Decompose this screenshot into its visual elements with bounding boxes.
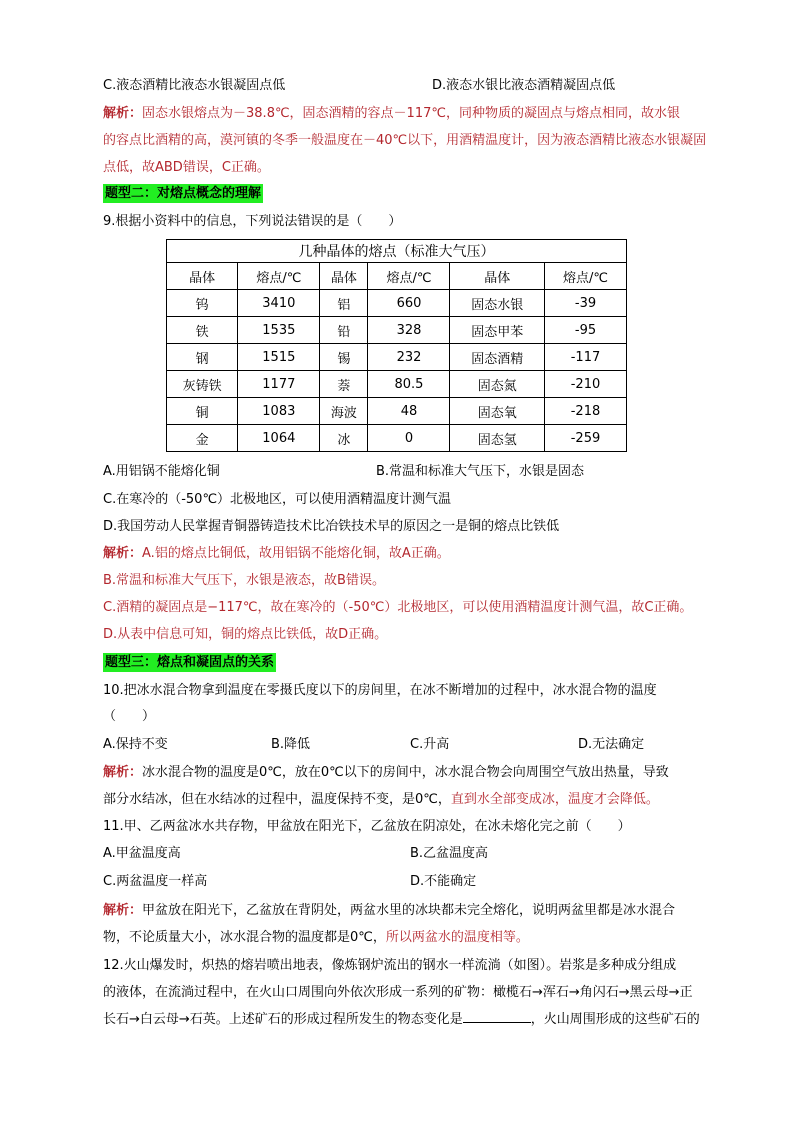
table-cell: 1177 bbox=[238, 371, 320, 398]
table-cell: 固态氧 bbox=[450, 398, 545, 425]
q9-analysis-c: C.酒精的凝固点是−117℃，故在寒冷的（-50℃）北极地区，可以使用酒精温度计测气温，故C正确。 bbox=[103, 600, 693, 615]
table-row bbox=[167, 344, 627, 371]
q10-option-c: C.升高 bbox=[410, 737, 450, 752]
table-cell: 固态甲苯 bbox=[450, 317, 545, 344]
table-cell: -95 bbox=[544, 317, 626, 344]
q12-line-3 bbox=[103, 1006, 734, 1034]
table-cell: 固态水银 bbox=[450, 290, 545, 317]
table-cell: 铜 bbox=[167, 398, 238, 425]
q9-analysis-b: B.常温和标准大气压下，水银是液态，故B错误。 bbox=[103, 573, 385, 588]
q11-option-c: C.两盆温度一样高 bbox=[103, 874, 208, 889]
q10-option-a: A.保持不变 bbox=[103, 737, 168, 752]
q8-option-c: C.液态酒精比液态水银凝固点低 bbox=[103, 78, 286, 93]
q10-stem-line-1: 10.把冰水混合物拿到温度在零摄氏度以下的房间里，在冰不断增加的过程中，冰水混合物的温度 bbox=[103, 683, 657, 698]
q10-analysis-text-1: 冰水混合物的温度是0℃，放在0℃以下的房间中，冰水混合物会向周围空气放出热量，导致 bbox=[142, 765, 669, 780]
q8-analysis-line-2: 的容点比酒精的高，漠河镇的冬季一般温度在－40℃以下，用酒精温度计，因为液态酒精比液态水银凝固 bbox=[103, 133, 707, 148]
table-cell: 1515 bbox=[238, 344, 320, 371]
table-cell: 萘 bbox=[320, 371, 368, 398]
table-cell: -117 bbox=[544, 344, 626, 371]
table-header-cell: 熔点/℃ bbox=[368, 263, 450, 290]
q12-line-1: 12.火山爆发时，炽热的熔岩喷出地表，像炼钢炉流出的钢水一样流淌（如图）。岩浆是多种成分组成 bbox=[103, 958, 677, 973]
table-header-cell: 熔点/℃ bbox=[544, 263, 626, 290]
table-cell: 冰 bbox=[320, 425, 368, 452]
table-row bbox=[167, 371, 627, 398]
q11-analysis-line-1 bbox=[103, 897, 734, 925]
table-row bbox=[167, 425, 627, 452]
table-cell: 固态酒精 bbox=[450, 344, 545, 371]
section-heading-2: 题型二：对熔点概念的理解 bbox=[105, 186, 262, 201]
answer-blank[interactable] bbox=[463, 1006, 531, 1023]
q12-text-3b: ，火山周围形成的这些矿石的 bbox=[530, 1012, 700, 1027]
table-cell: 48 bbox=[368, 398, 450, 425]
table-cell: 灰铸铁 bbox=[167, 371, 238, 398]
table-cell: 80.5 bbox=[368, 371, 450, 398]
table-cell: 328 bbox=[368, 317, 450, 344]
table-cell: 固态氮 bbox=[450, 371, 545, 398]
q10-analysis-line-1 bbox=[103, 759, 734, 787]
table-header-cell: 晶体 bbox=[167, 263, 238, 290]
q9-analysis-d: D.从表中信息可知，铜的熔点比铁低，故D正确。 bbox=[103, 627, 388, 642]
table-cell: 金 bbox=[167, 425, 238, 452]
table-row bbox=[167, 317, 627, 344]
q11-analysis-text-2a: 物，不论质量大小，冰水混合物的温度都是0℃， bbox=[103, 930, 386, 945]
q8-analysis-line-3: 点低，故ABD错误，C正确。 bbox=[103, 160, 270, 175]
table-header-row bbox=[167, 263, 627, 290]
q9-option-b: B.常温和标准大气压下，水银是固态 bbox=[376, 464, 585, 479]
q11-option-b: B.乙盆温度高 bbox=[410, 846, 489, 861]
q10-analysis-text-2a: 部分水结冰，但在水结冰的过程中，温度保持不变，是0℃， bbox=[103, 792, 451, 807]
q11-option-a: A.甲盆温度高 bbox=[103, 846, 181, 861]
analysis-label: 解析： bbox=[103, 765, 143, 780]
table-cell: -39 bbox=[544, 290, 626, 317]
q8-option-d: D.液态水银比液态酒精凝固点低 bbox=[432, 78, 616, 93]
q8-analysis-line-1 bbox=[103, 100, 734, 128]
table-cell: 660 bbox=[368, 290, 450, 317]
q11-stem: 11.甲、乙两盆冰水共存物，甲盆放在阳光下，乙盆放在阴凉处，在冰未熔化完之前（ ） bbox=[103, 819, 631, 834]
q9-option-d: D.我国劳动人民掌握青铜器铸造技术比冶铁技术早的原因之一是铜的熔点比铁低 bbox=[103, 519, 560, 534]
table-cell: 1535 bbox=[238, 317, 320, 344]
table-cell: 铅 bbox=[320, 317, 368, 344]
analysis-label: 解析： bbox=[103, 546, 143, 561]
q8-analysis-text-1: 固态水银熔点为－38.8℃，固态酒精的容点－117℃，同种物质的凝固点与熔点相同，故水银 bbox=[142, 106, 680, 121]
melting-point-table bbox=[166, 239, 627, 452]
table-cell: 3410 bbox=[238, 290, 320, 317]
table-cell: 232 bbox=[368, 344, 450, 371]
q10-option-b: B.降低 bbox=[271, 737, 311, 752]
table-cell: 固态氢 bbox=[450, 425, 545, 452]
q11-analysis-line-2 bbox=[103, 924, 734, 952]
q9-option-c: C.在寒冷的（-50℃）北极地区，可以使用酒精温度计测气温 bbox=[103, 492, 452, 507]
table-cell: -259 bbox=[544, 425, 626, 452]
q10-analysis-line-2 bbox=[103, 786, 734, 814]
q11-analysis-text-2b: 所以两盆水的温度相等。 bbox=[385, 930, 529, 945]
table-row bbox=[167, 290, 627, 317]
table-cell: 铁 bbox=[167, 317, 238, 344]
table-cell: 1064 bbox=[238, 425, 320, 452]
q9-analysis-a-text: A.铝的熔点比铜低，故用铝锅不能熔化铜，故A正确。 bbox=[142, 546, 450, 561]
table-cell: 1083 bbox=[238, 398, 320, 425]
q10-stem-line-2: （ ） bbox=[103, 709, 156, 724]
q12-line-2: 的液体，在流淌过程中，在火山口周围向外依次形成一系列的矿物：橄榄石→浑石→角闪石→黑云母→正 bbox=[103, 985, 693, 1000]
table-cell: 海波 bbox=[320, 398, 368, 425]
section-heading-3: 题型三：熔点和凝固点的关系 bbox=[105, 655, 275, 670]
table-cell: -210 bbox=[544, 371, 626, 398]
table-header-cell: 晶体 bbox=[450, 263, 545, 290]
q12-text-3a: 长石→白云母→石英。上述矿石的形成过程所发生的物态变化是 bbox=[103, 1012, 463, 1027]
table-cell: 钨 bbox=[167, 290, 238, 317]
analysis-label: 解析： bbox=[103, 903, 143, 918]
q10-option-d: D.无法确定 bbox=[578, 737, 645, 752]
q11-analysis-text-1: 甲盆放在阳光下，乙盆放在背阴处，两盆水里的冰块都未完全熔化，说明两盆里都是冰水混合 bbox=[142, 903, 676, 918]
q9-option-a: A.用铝锅不能熔化铜 bbox=[103, 464, 220, 479]
table-cell: 钢 bbox=[167, 344, 238, 371]
q10-analysis-text-2b: 直到水全部变成冰，温度才会降低。 bbox=[450, 792, 659, 807]
analysis-label: 解析： bbox=[103, 106, 143, 121]
table-cell: 铝 bbox=[320, 290, 368, 317]
table-header-cell: 熔点/℃ bbox=[238, 263, 320, 290]
table-caption: 几种晶体的熔点（标准大气压） bbox=[167, 240, 627, 263]
table-row bbox=[167, 398, 627, 425]
table-cell: 0 bbox=[368, 425, 450, 452]
q9-stem: 9.根据小资料中的信息，下列说法错误的是（ ） bbox=[103, 214, 402, 229]
table-header-cell: 晶体 bbox=[320, 263, 368, 290]
q9-analysis-a bbox=[103, 540, 734, 568]
table-cell: -218 bbox=[544, 398, 626, 425]
q11-option-d: D.不能确定 bbox=[410, 874, 477, 889]
table-cell: 锡 bbox=[320, 344, 368, 371]
